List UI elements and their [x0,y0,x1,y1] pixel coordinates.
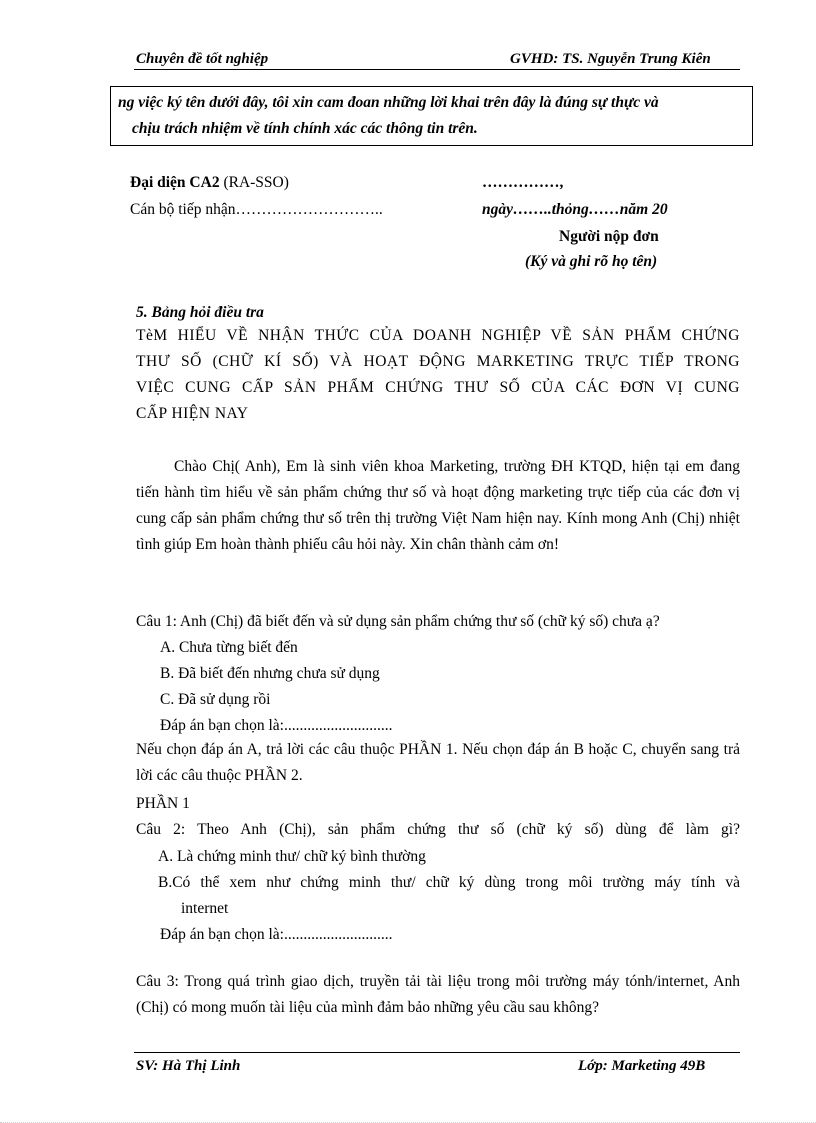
declaration-line-1: ng việc ký tên dưới đây, tôi xin cam đoan những lời khai trên đây là đúng sự thực và [118,94,659,111]
footer-right: Lớp: Marketing 49B [578,1058,706,1074]
instruction-text: Nếu chọn đáp án A, trả lời các câu thuộc PHẦN 1. Nếu chọn đáp án B hoặc C, chuyển sang trả lời các câu thuộc PHẦN 2. [136,741,740,784]
survey-title [136,323,740,427]
declaration-box [110,86,753,146]
q2-question: Câu 2: Theo Anh (Chị), sản phẩm chứng thư số (chữ ký số) dùng để làm gì? [136,821,740,838]
survey-title-line-2: THƯ SỐ (CHỮ KÍ SỐ) VÀ HOẠT ĐỘNG MARKETING TRỰC TIẾP TRONG [136,353,740,370]
applicant-label: Người nộp đơn [559,228,659,245]
q2-option-a: A. Là chứng minh thư/ chữ ký bình thường [158,848,426,865]
place-dots: ……………, [482,174,564,191]
section-heading: 5. Bảng hỏi điều tra [136,304,264,321]
q2-option-b-line-1: B.Có thể xem như chứng minh thư/ chữ ký dùng trong môi trường máy tính và [158,874,740,891]
intro-paragraph: Chào Chị( Anh), Em là sinh viên khoa Marketing, trường ĐH KTQD, hiện tại em đang tiến hành tìm hiểu về sản phẩm chứng thư số và hoạt động marketing trực tiếp của các đơn vị cung cấp sản phẩm chứng thư số trên thị trường Việt Nam hiện nay. Kính mong Anh (Chị) nhiệt tình giúp Em hoàn thành phiếu câu hỏi này. Xin chân thành cảm ơn! [136,458,740,553]
receiver-label: Cán bộ tiếp nhận……………………….. [130,201,383,218]
declaration-line-2: chịu trách nhiệm về tính chính xác các thông tin trên. [132,120,478,137]
q1-answer-line: Đáp án bạn chọn là:............................ [160,717,393,734]
q3-question: Câu 3: Trong quá trình giao dịch, truyền tải tài liệu trong môi trường máy tónh/internet, Anh (Chị) có mong muốn tài liệu của mình đảm bảo những yêu cầu sau không? [136,973,740,1016]
sign-note: (Ký và ghi rõ họ tên) [525,253,658,270]
q2-option-b-line-2: internet [181,900,229,917]
header-rule [134,69,740,70]
survey-title-line-3: VIỆC CUNG CẤP SẢN PHẨM CHỨNG THƯ SỐ CỦA CÁC ĐƠN VỊ CUNG [136,379,740,396]
survey-title-line-4: CẤP HIỆN NAY [136,405,249,422]
header-left: Chuyên đề tốt nghiệp [136,51,269,67]
representative-bold: Đại diện CA2 [130,174,220,191]
part1-heading: PHẦN 1 [136,795,190,812]
q1-option-b: B. Đã biết đến nhưng chưa sử dụng [160,665,380,682]
date-line: ngày……..thỏng……năm 20 [482,201,668,218]
q1-option-c: C. Đã sử dụng rồi [160,691,271,708]
q1-question: Câu 1: Anh (Chị) đã biết đến và sử dụng sản phẩm chứng thư số (chữ ký số) chưa ạ? [136,613,660,630]
footer-rule [134,1052,740,1053]
representative-label [130,173,289,193]
q1-option-a: A. Chưa từng biết đến [160,639,298,656]
header-right: GVHD: TS. Nguyễn Trung Kiên [510,51,711,67]
footer-left: SV: Hà Thị Linh [136,1058,241,1074]
q2-answer-line: Đáp án bạn chọn là:............................ [160,926,393,943]
survey-title-line-1: TèM HIỂU VỀ NHẬN THỨC CỦA DOANH NGHIỆP VỀ SẢN PHẨM CHỨNG [136,327,740,344]
representative-rest: (RA-SSO) [219,174,289,191]
